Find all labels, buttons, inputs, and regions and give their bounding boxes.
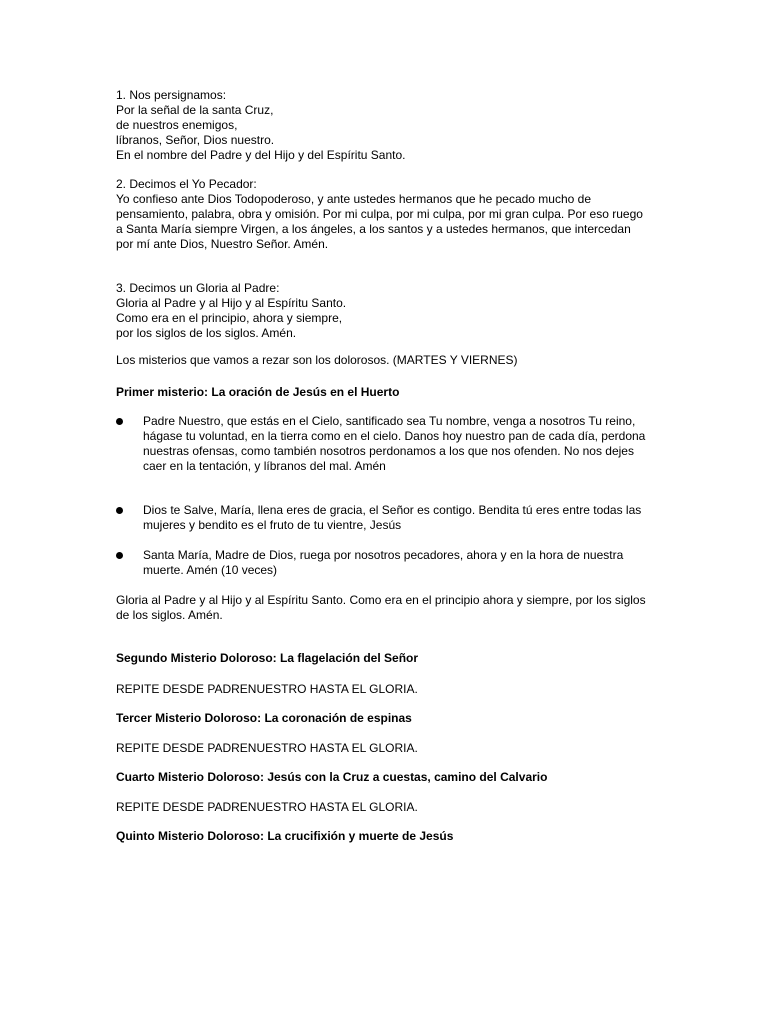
section-yo-pecador — [116, 177, 650, 252]
fifth-mystery-heading: Quinto Misterio Doloroso: La crucifixión y muerte de Jesús — [116, 829, 454, 843]
gloria-paragraph: Gloria al Padre y al Hijo y al Espíritu Santo. Como era en el principio ahora y siempre, por los siglos de los siglos. Amén. — [116, 593, 646, 622]
repeat-note: REPITE DESDE PADRENUESTRO HASTA EL GLORIA. — [116, 682, 418, 696]
prayer-line: Como era en el principio, ahora y siempre, — [116, 311, 343, 325]
prayer-text: Santa María, Madre de Dios, ruega por nosotros pecadores, ahora y en la hora de nuestra muerte. Amén (10 veces) — [143, 548, 624, 577]
second-mystery-heading: Segundo Misterio Doloroso: La flagelación del Señor — [116, 651, 419, 665]
section-persignamos — [116, 88, 650, 163]
section-title: 1. Nos persignamos: — [116, 88, 227, 102]
first-mystery-heading: Primer misterio: La oración de Jesús en el Huerto — [116, 385, 400, 399]
section-gloria — [116, 281, 650, 341]
prayer-line: de nuestros enemigos, — [116, 118, 238, 132]
repeat-note: REPITE DESDE PADRENUESTRO HASTA EL GLORIA. — [116, 741, 418, 755]
mysteries-intro: Los misterios que vamos a rezar son los dolorosos. (MARTES Y VIERNES) — [116, 353, 518, 367]
prayer-line: Por la señal de la santa Cruz, — [116, 103, 274, 117]
prayer-text: Padre Nuestro, que estás en el Cielo, santificado sea Tu nombre, venga a nosotros Tu reino, hágase tu voluntad, en la tierra como en el cielo. Danos hoy nuestro pan de cada día, perdona nuestras ofensas, como también nosotros perdonamos a los que nos ofenden. No nos dejes caer en la tentación, y líbranos del mal. Amén — [143, 414, 646, 473]
bullet-icon — [116, 507, 123, 514]
prayer-text: Yo confieso ante Dios Todopoderoso, y ante ustedes hermanos que he pecado mucho de pensamiento, palabra, obra y omisión. Por mi culpa, por mi culpa, por mi gran culpa. Por eso ruego a Santa María siempre Virgen, a los ángeles, a los santos y a ustedes hermanos, que intercedan por mí ante Dios, Nuestro Señor. Amén. — [116, 192, 643, 251]
bullet-icon — [116, 552, 123, 559]
repeat-note: REPITE DESDE PADRENUESTRO HASTA EL GLORIA. — [116, 800, 418, 814]
prayer-line: En el nombre del Padre y del Hijo y del Espíritu Santo. — [116, 148, 406, 162]
prayer-line: líbranos, Señor, Dios nuestro. — [116, 133, 275, 147]
section-title: 3. Decimos un Gloria al Padre: — [116, 281, 280, 295]
prayer-line: por los siglos de los siglos. Amén. — [116, 326, 297, 340]
section-title: 2. Decimos el Yo Pecador: — [116, 177, 257, 191]
fourth-mystery-heading: Cuarto Misterio Doloroso: Jesús con la Cruz a cuestas, camino del Calvario — [116, 770, 548, 784]
prayer-line: Gloria al Padre y al Hijo y al Espíritu Santo. — [116, 296, 347, 310]
third-mystery-heading: Tercer Misterio Doloroso: La coronación de espinas — [116, 711, 412, 725]
prayer-text: Dios te Salve, María, llena eres de gracia, el Señor es contigo. Bendita tú eres entre todas las mujeres y bendito es el fruto de tu vientre, Jesús — [143, 503, 642, 532]
bullet-icon — [116, 418, 123, 425]
